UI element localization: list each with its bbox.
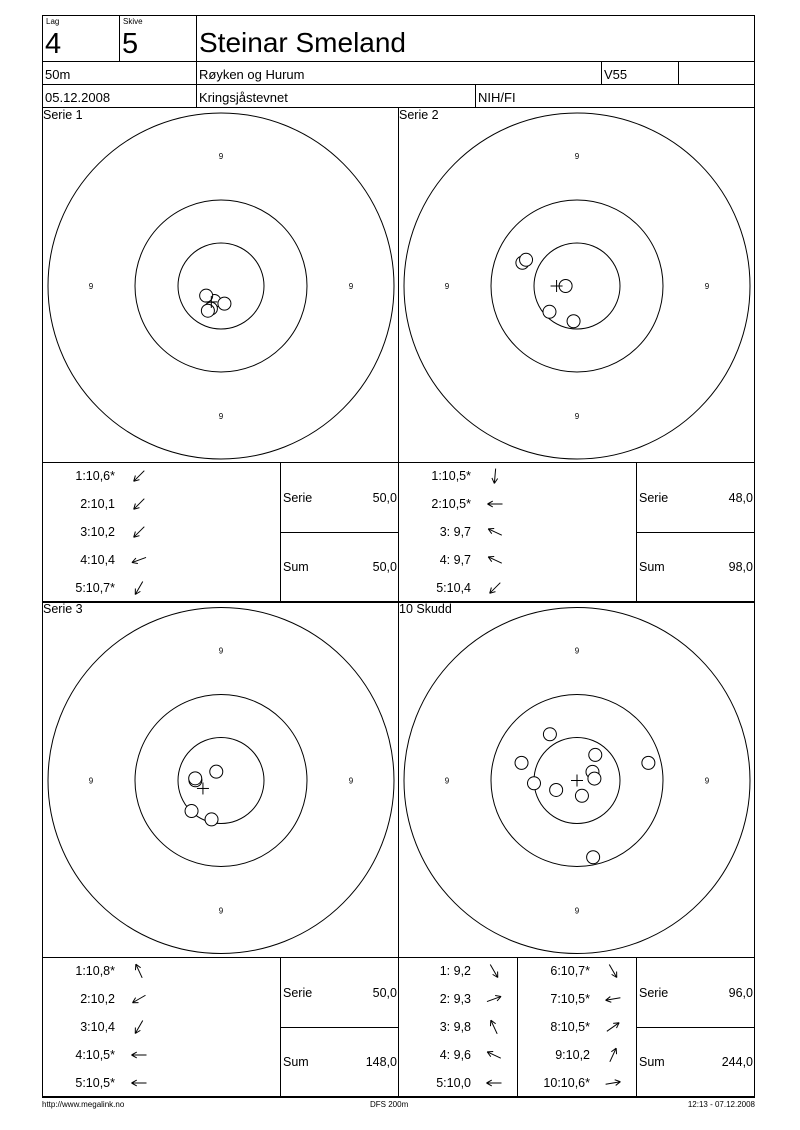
shot-hole [589,748,602,761]
date-cell [42,84,197,108]
panel-serie-2 [398,107,755,603]
shot-score: 4:10,5* [75,1048,115,1062]
direction-arrow-icon [134,471,145,482]
target-ring-2 [135,695,307,867]
lag-label: Lag [46,17,60,26]
event: Kringsjåstevnet [199,90,288,105]
shooter-cell [196,15,755,62]
shot-score: 8:10,5* [550,1020,590,1034]
direction-arrow-icon [609,965,617,978]
direction-arrow-icon [135,964,142,978]
serie-value: 50,0 [372,986,397,1000]
class: V55 [604,67,628,82]
shot-list [398,957,636,1098]
shot-score: 4: 9,7 [439,553,471,567]
distance: 50m [45,67,71,82]
lag-cell [42,15,120,62]
sum-value: 50,0 [372,560,397,574]
sum-value: 98,0 [728,560,753,574]
shot-score: 1:10,6* [75,469,115,483]
shot-score: 7:10,5* [550,992,590,1006]
shot-hole [205,813,218,826]
target-svg [398,601,755,957]
region-cell [475,84,755,108]
shot-hole [575,789,588,802]
panel-serie-1 [42,107,399,603]
serie-label: Serie [639,986,669,1000]
direction-arrow-icon [132,1080,147,1086]
serie-label: Serie [283,986,313,1000]
direction-arrow-icon [134,499,145,510]
shooter-name: Steinar Smeland [199,27,407,58]
direction-arrow-icon [135,1021,143,1034]
serie-box [280,957,399,1028]
region: NIH/FI [478,90,516,105]
ring-label-bottom: 9 [218,412,224,421]
shot-score: 3:10,2 [80,525,115,539]
panel-title: 10 Skudd [399,602,452,616]
direction-arrow-icon [488,528,502,535]
target-ring-2 [135,200,307,372]
shot-hole [528,777,541,790]
shot-score: 4: 9,6 [439,1048,471,1062]
direction-arrow-icon [606,997,621,1003]
target-svg [42,107,399,462]
sum-label: Sum [639,560,665,574]
serie-label: Serie [639,491,669,505]
ring-label-top: 9 [574,646,580,656]
shot-score: 9:10,2 [555,1048,590,1062]
ring-label-left: 9 [88,282,94,291]
shot-hole [543,305,556,318]
panel-title: Serie 3 [43,602,83,616]
shot-score: 3: 9,7 [439,525,471,539]
lag-value: 4 [45,28,62,60]
panel-title: Serie 2 [399,108,439,122]
shot-score: 3:10,4 [80,1020,115,1034]
shot-hole [189,772,202,785]
sum-box [636,532,755,603]
shot-hole [587,851,600,864]
shot-hole [550,783,563,796]
target-ring-1 [48,113,394,459]
shot-hole [218,297,231,310]
ring-label-bottom: 9 [574,412,580,421]
ring-label-right: 9 [348,282,354,291]
shot-score: 5:10,7* [75,581,115,595]
serie-value: 48,0 [728,491,753,505]
target-ring-3 [178,243,264,329]
shot-hole [567,315,580,328]
direction-arrow-icon [487,1051,501,1058]
sum-label: Sum [639,1055,665,1069]
ring-label-top: 9 [574,152,580,161]
sum-value: 244,0 [721,1055,753,1069]
sum-label: Sum [283,1055,309,1069]
event-cell [196,84,476,108]
shot-score: 1:10,8* [75,964,115,978]
direction-arrow-icon [133,995,146,1003]
shot-hole [520,253,533,266]
ring-label-bottom: 9 [574,906,580,916]
ring-label-top: 9 [218,646,224,656]
empty-cell [678,61,755,85]
ring-label-bottom: 9 [218,906,224,916]
shot-hole [543,728,556,741]
group-center-cross [571,775,583,787]
panel-serie-3 [42,601,399,1098]
direction-arrow-icon [132,557,146,563]
target-ring-2 [491,200,663,372]
direction-arrow-icon [606,1080,621,1086]
serie-value: 50,0 [372,491,397,505]
shot-hole [200,289,213,302]
serie-value: 96,0 [728,986,753,1000]
ring-label-top: 9 [218,152,224,161]
shot-hole [210,765,223,778]
footer-url: http://www.megalink.no [42,1100,125,1109]
direction-arrow-icon [487,996,501,1002]
shot-score: 5:10,5* [75,1076,115,1090]
sum-box [280,1027,399,1098]
skive-value: 5 [122,28,139,60]
shot-list [42,957,280,1098]
serie-label: Serie [283,491,313,505]
ring-label-left: 9 [444,776,450,786]
shot-score: 6:10,7* [550,964,590,978]
shot-score: 5:10,4 [436,581,471,595]
direction-arrow-icon [488,556,502,563]
serie-box [280,462,399,533]
sum-value: 148,0 [365,1055,397,1069]
direction-arrow-icon [135,582,143,595]
shot-score: 2:10,2 [80,992,115,1006]
footer-timestamp: 12:13 - 07.12.2008 [687,1100,755,1109]
direction-arrow-icon [132,1052,147,1058]
target-svg [42,601,399,957]
footer-center: DFS 200m [370,1100,409,1109]
shot-score: 5:10,0 [436,1076,471,1090]
shot-score: 1: 9,2 [439,964,471,978]
serie-box [636,462,755,533]
direction-arrow-icon [134,527,145,538]
shot-hole [515,756,528,769]
panel-10-skudd [398,601,755,1098]
class-cell [601,61,679,85]
shot-hole [588,772,601,785]
ring-label-right: 9 [348,776,354,786]
shot-hole [201,304,214,317]
target-ring-1 [404,113,750,459]
direction-arrow-icon [610,1048,617,1062]
target-ring-1 [48,608,394,954]
shot-score: 2:10,5* [431,497,471,511]
shot-score: 1:10,5* [431,469,471,483]
shot-hole [642,756,655,769]
club: Røyken og Hurum [199,67,305,82]
shot-score: 10:10,6* [543,1076,590,1090]
ring-label-left: 9 [88,776,94,786]
skive-cell [119,15,197,62]
shot-list [42,462,280,603]
shot-score: 3: 9,8 [439,1020,471,1034]
target-svg [398,107,755,462]
ring-label-right: 9 [704,282,710,291]
shot-score: 2:10,1 [80,497,115,511]
shot-score: 4:10,4 [80,553,115,567]
sum-label: Sum [283,560,309,574]
direction-arrow-icon [490,1020,497,1034]
sum-box [280,532,399,603]
direction-arrow-icon [487,1080,502,1086]
shot-score: 2: 9,3 [439,992,471,1006]
shot-hole [185,805,198,818]
direction-arrow-icon [490,583,501,594]
date: 05.12.2008 [45,90,111,105]
club-cell [196,61,602,85]
direction-arrow-icon [490,965,498,978]
sum-box [636,1027,755,1098]
shot-list [398,462,636,603]
distance-cell [42,61,197,85]
skive-label: Skive [123,17,143,26]
direction-arrow-icon [488,501,503,507]
ring-label-right: 9 [704,776,710,786]
serie-box [636,957,755,1028]
direction-arrow-icon [492,469,498,484]
direction-arrow-icon [607,1023,619,1032]
panel-title: Serie 1 [43,108,83,122]
ring-label-left: 9 [444,282,450,291]
